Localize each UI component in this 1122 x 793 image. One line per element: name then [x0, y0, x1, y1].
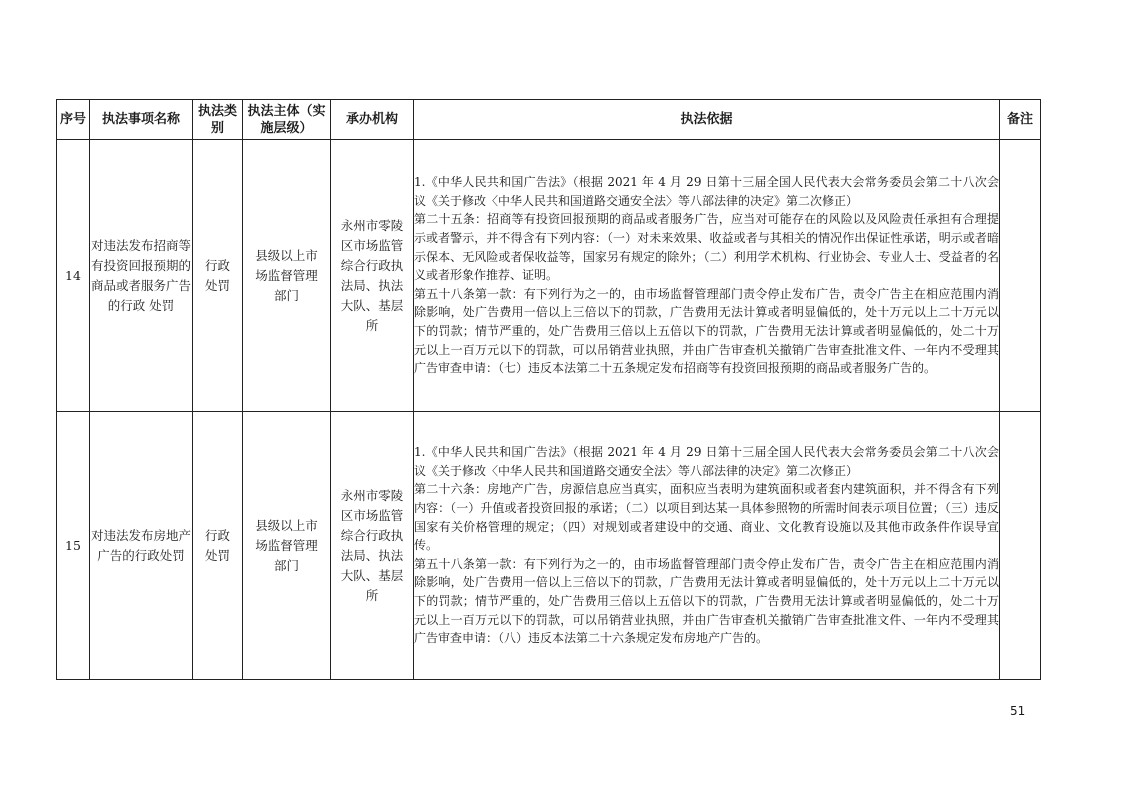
table-row — [57, 412, 1041, 680]
header-remarks: 备注 — [1000, 100, 1041, 140]
enforcement-table — [56, 99, 1041, 680]
row-remarks — [1000, 140, 1041, 412]
row-agency: 永州市零陵区市场监管综合行政执法局、执法大队、基层所 — [331, 412, 414, 680]
basis-paragraph: 第五十八条第一款：有下列行为之一的，由市场监督管理部门责令停止发布广告，责令广告主在相应范围内消除影响，处广告费用一倍以上三倍以下的罚款，广告费用无法计算或者明显偏低的，处十万元以上二十万元以下的罚款；情节严重的，处广告费用三倍以上五倍以下的罚款，广告费用无法计算或者明显偏低的，处二十万元以上一百万元以下的罚款，可以吊销营业执照，并由广告审查机关撤销广告审查批准文件、一年内不受理其广告审查申请：（七）违反本法第二十五条规定发布招商等有投资回报预期的商品或者服务广告的。 — [414, 286, 999, 376]
basis-paragraph: 第二十六条：房地产广告，房源信息应当真实，面积应当表明为建筑面积或者套内建筑面积，并不得含有下列内容：（一）升值或者投资回报的承诺；（二）以项目到达某一具体参照物的所需时间表示项目位置；（三）违反国家有关价格管理的规定；（四）对规划或者建设中的交通、商业、文化教育设施以及其他市政条件作误导宣传。 — [414, 482, 999, 553]
row-legal-basis — [414, 140, 1000, 412]
row-legal-basis — [414, 412, 1000, 680]
row-item-name: 对违法发布招商等有投资回报预期的商品或者服务广告的行政 处罚 — [90, 140, 193, 412]
basis-paragraph: 第五十八条第一款：有下列行为之一的，由市场监督管理部门责令停止发布广告，责令广告主在相应范围内消除影响，处广告费用一倍以上三倍以下的罚款，广告费用无法计算或者明显偏低的，处十万元以上二十万元以下的罚款；情节严重的，处广告费用三倍以上五倍以下的罚款，广告费用无法计算或者明显偏低的，处二十万元以上一百万元以下的罚款，可以吊销营业执照，并由广告审查机关撤销广告审查批准文件、一年内不受理其广告审查申请：（八）违反本法第二十六条规定发布房地产广告的。 — [414, 556, 999, 646]
header-agency: 承办机构 — [331, 100, 414, 140]
basis-paragraph: 第二十五条：招商等有投资回报预期的商品或者服务广告，应当对可能存在的风险以及风险责任承担有合理提示或者警示，并不得含有下列内容：（一）对未来效果、收益或者与其相关的情况作出保证性承诺，明示或者暗示保本、无风险或者保收益等，国家另有规定的除外；（二）利用学术机构、行业协会、专业人士、受益者的名义或者形象作推荐、证明。 — [414, 212, 999, 283]
row-category: 行政处罚 — [193, 140, 243, 412]
page-number: 51 — [1010, 704, 1026, 718]
row-remarks — [1000, 412, 1041, 680]
header-category: 执法类别 — [193, 100, 243, 140]
row-subject: 县级以上市场监督管理部门 — [243, 140, 331, 412]
row-seq: 15 — [57, 412, 90, 680]
basis-paragraph: 1.《中华人民共和国广告法》（根据 2021 年 4 月 29 日第十三届全国人民代表大会常务委员会第二十八次会议《关于修改〈中华人民共和国道路交通安全法〉等八部法律的决定》第二次修正） — [414, 445, 999, 478]
header-seq: 序号 — [57, 100, 90, 140]
row-seq: 14 — [57, 140, 90, 412]
row-category: 行政处罚 — [193, 412, 243, 680]
header-subject: 执法主体（实施层级） — [243, 100, 331, 140]
header-basis: 执法依据 — [414, 100, 1000, 140]
header-row — [57, 100, 1041, 140]
table-row — [57, 140, 1041, 412]
row-item-name: 对违法发布房地产广告的行政处罚 — [90, 412, 193, 680]
header-name: 执法事项名称 — [90, 100, 193, 140]
basis-paragraph: 1.《中华人民共和国广告法》（根据 2021 年 4 月 29 日第十三届全国人民代表大会常务委员会第二十八次会议《关于修改〈中华人民共和国道路交通安全法〉等八部法律的决定》第二次修正） — [414, 175, 999, 208]
row-agency: 永州市零陵区市场监管综合行政执法局、执法大队、基层所 — [331, 140, 414, 412]
row-subject: 县级以上市场监督管理部门 — [243, 412, 331, 680]
